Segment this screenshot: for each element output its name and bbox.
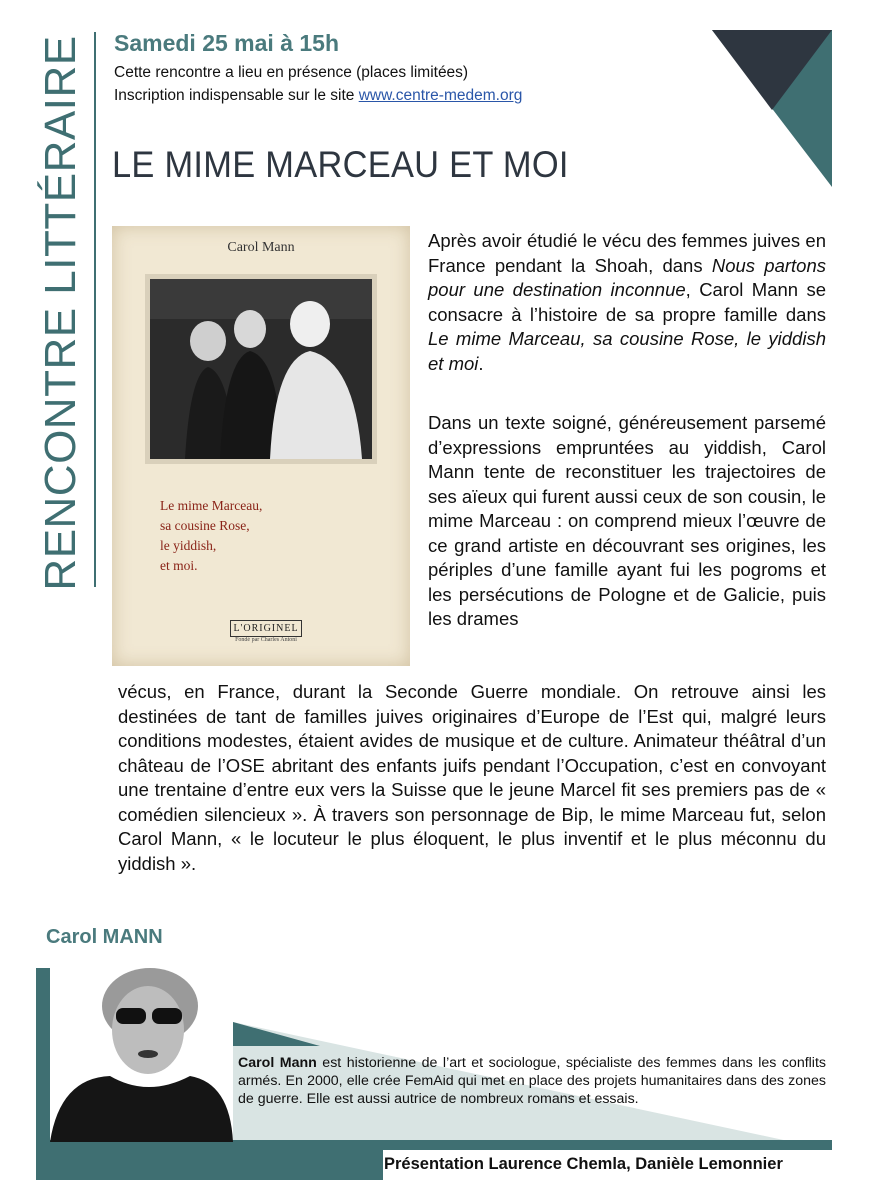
book-title-line: Le mime Marceau, xyxy=(160,498,263,513)
book-title-line: et moi. xyxy=(160,558,198,573)
author-portrait xyxy=(50,958,233,1142)
review-paragraph: Dans un texte soigné, généreusement parsemé d’expressions empruntées au yiddish, Carol Mann tente de reconstituer les trajectoires de ses aïeux qui furent aussi ceux de son cousin, le mime Marceau : on comprend mieux l’œuvre de ce grand artiste en découvrant ses origines, les périples d’une famille ayant fui les pogroms et les persécutions de Pologne et de Galicie, puis les drames xyxy=(428,412,826,629)
book-title-ref: Le mime Marceau, sa cousine Rose, le yiddish et moi xyxy=(428,328,826,374)
book-title-line: le yiddish, xyxy=(160,538,217,553)
event-date: Samedi 25 mai à 15h xyxy=(114,30,340,56)
bio-author-name: Carol Mann xyxy=(238,1055,317,1071)
bio-text: Carol Mann est historienne de l’art et sociologue, spécialiste des femmes dans les conflits armés. En 2000, elle crée FemAid qui met en place des projets humanitaires dans des zones de guerre. Elle est aussi autrice de nombreux romans et essais. xyxy=(238,1055,826,1107)
bio-accent-bar xyxy=(36,968,50,1180)
website-link[interactable]: www.centre-medem.org xyxy=(358,87,523,104)
intro-paragraph: Après avoir étudié le vécu des femmes juives en France pendant la Shoah, dans Nous partons pour une destination inconnue, Carol Mann se consacre à l’histoire de sa propre famille dans Le mime Marceau, sa cousine Rose, le yiddish et moi. xyxy=(428,230,826,374)
book-title-ref: Nous partons pour une destination inconnue xyxy=(428,254,826,300)
book-title-line: sa cousine Rose, xyxy=(160,518,250,533)
registration-note: Inscription indispensable sur le site www.centre-medem.org xyxy=(114,87,523,104)
attendance-note: Cette rencontre a lieu en présence (places limitées) xyxy=(114,64,469,81)
presentation-credit: Présentation Laurence Chemla, Danièle Lemonnier xyxy=(384,1155,783,1173)
book-author: Carol Mann xyxy=(227,240,295,255)
bio-heading: Carol MANN xyxy=(46,926,163,948)
page-title: LE MIME MARCEAU ET MOI xyxy=(112,144,569,185)
publisher-name: L'ORIGINEL xyxy=(230,620,302,637)
review-paragraph-continued: vécus, en France, durant la Seconde Guerre mondiale. On retrouve ainsi les destinées de tant de familles juives originaires d’Europe de l’Est qui, malgré leurs conditions modestes, étaient avides de musique et de culture. Animateur théâtral d’un château de l’OSE abritant des enfants juifs pendant l’Occupation, c’est en convoyant une trentaine d’entre eux vers la Suisse que le jeune Marcel fit ses premiers pas de « comédien silencieux ». À travers son personnage de Bip, le mime Marceau fut, selon Carol Mann, « le locuteur le plus éloquent, le plus inventif et le plus méconnu du yiddish ». xyxy=(118,681,826,874)
publisher-subtitle: Fondé par Charles Antoni xyxy=(235,637,297,643)
side-title: RENCONTRE LITTÉRAIRE xyxy=(36,34,85,591)
